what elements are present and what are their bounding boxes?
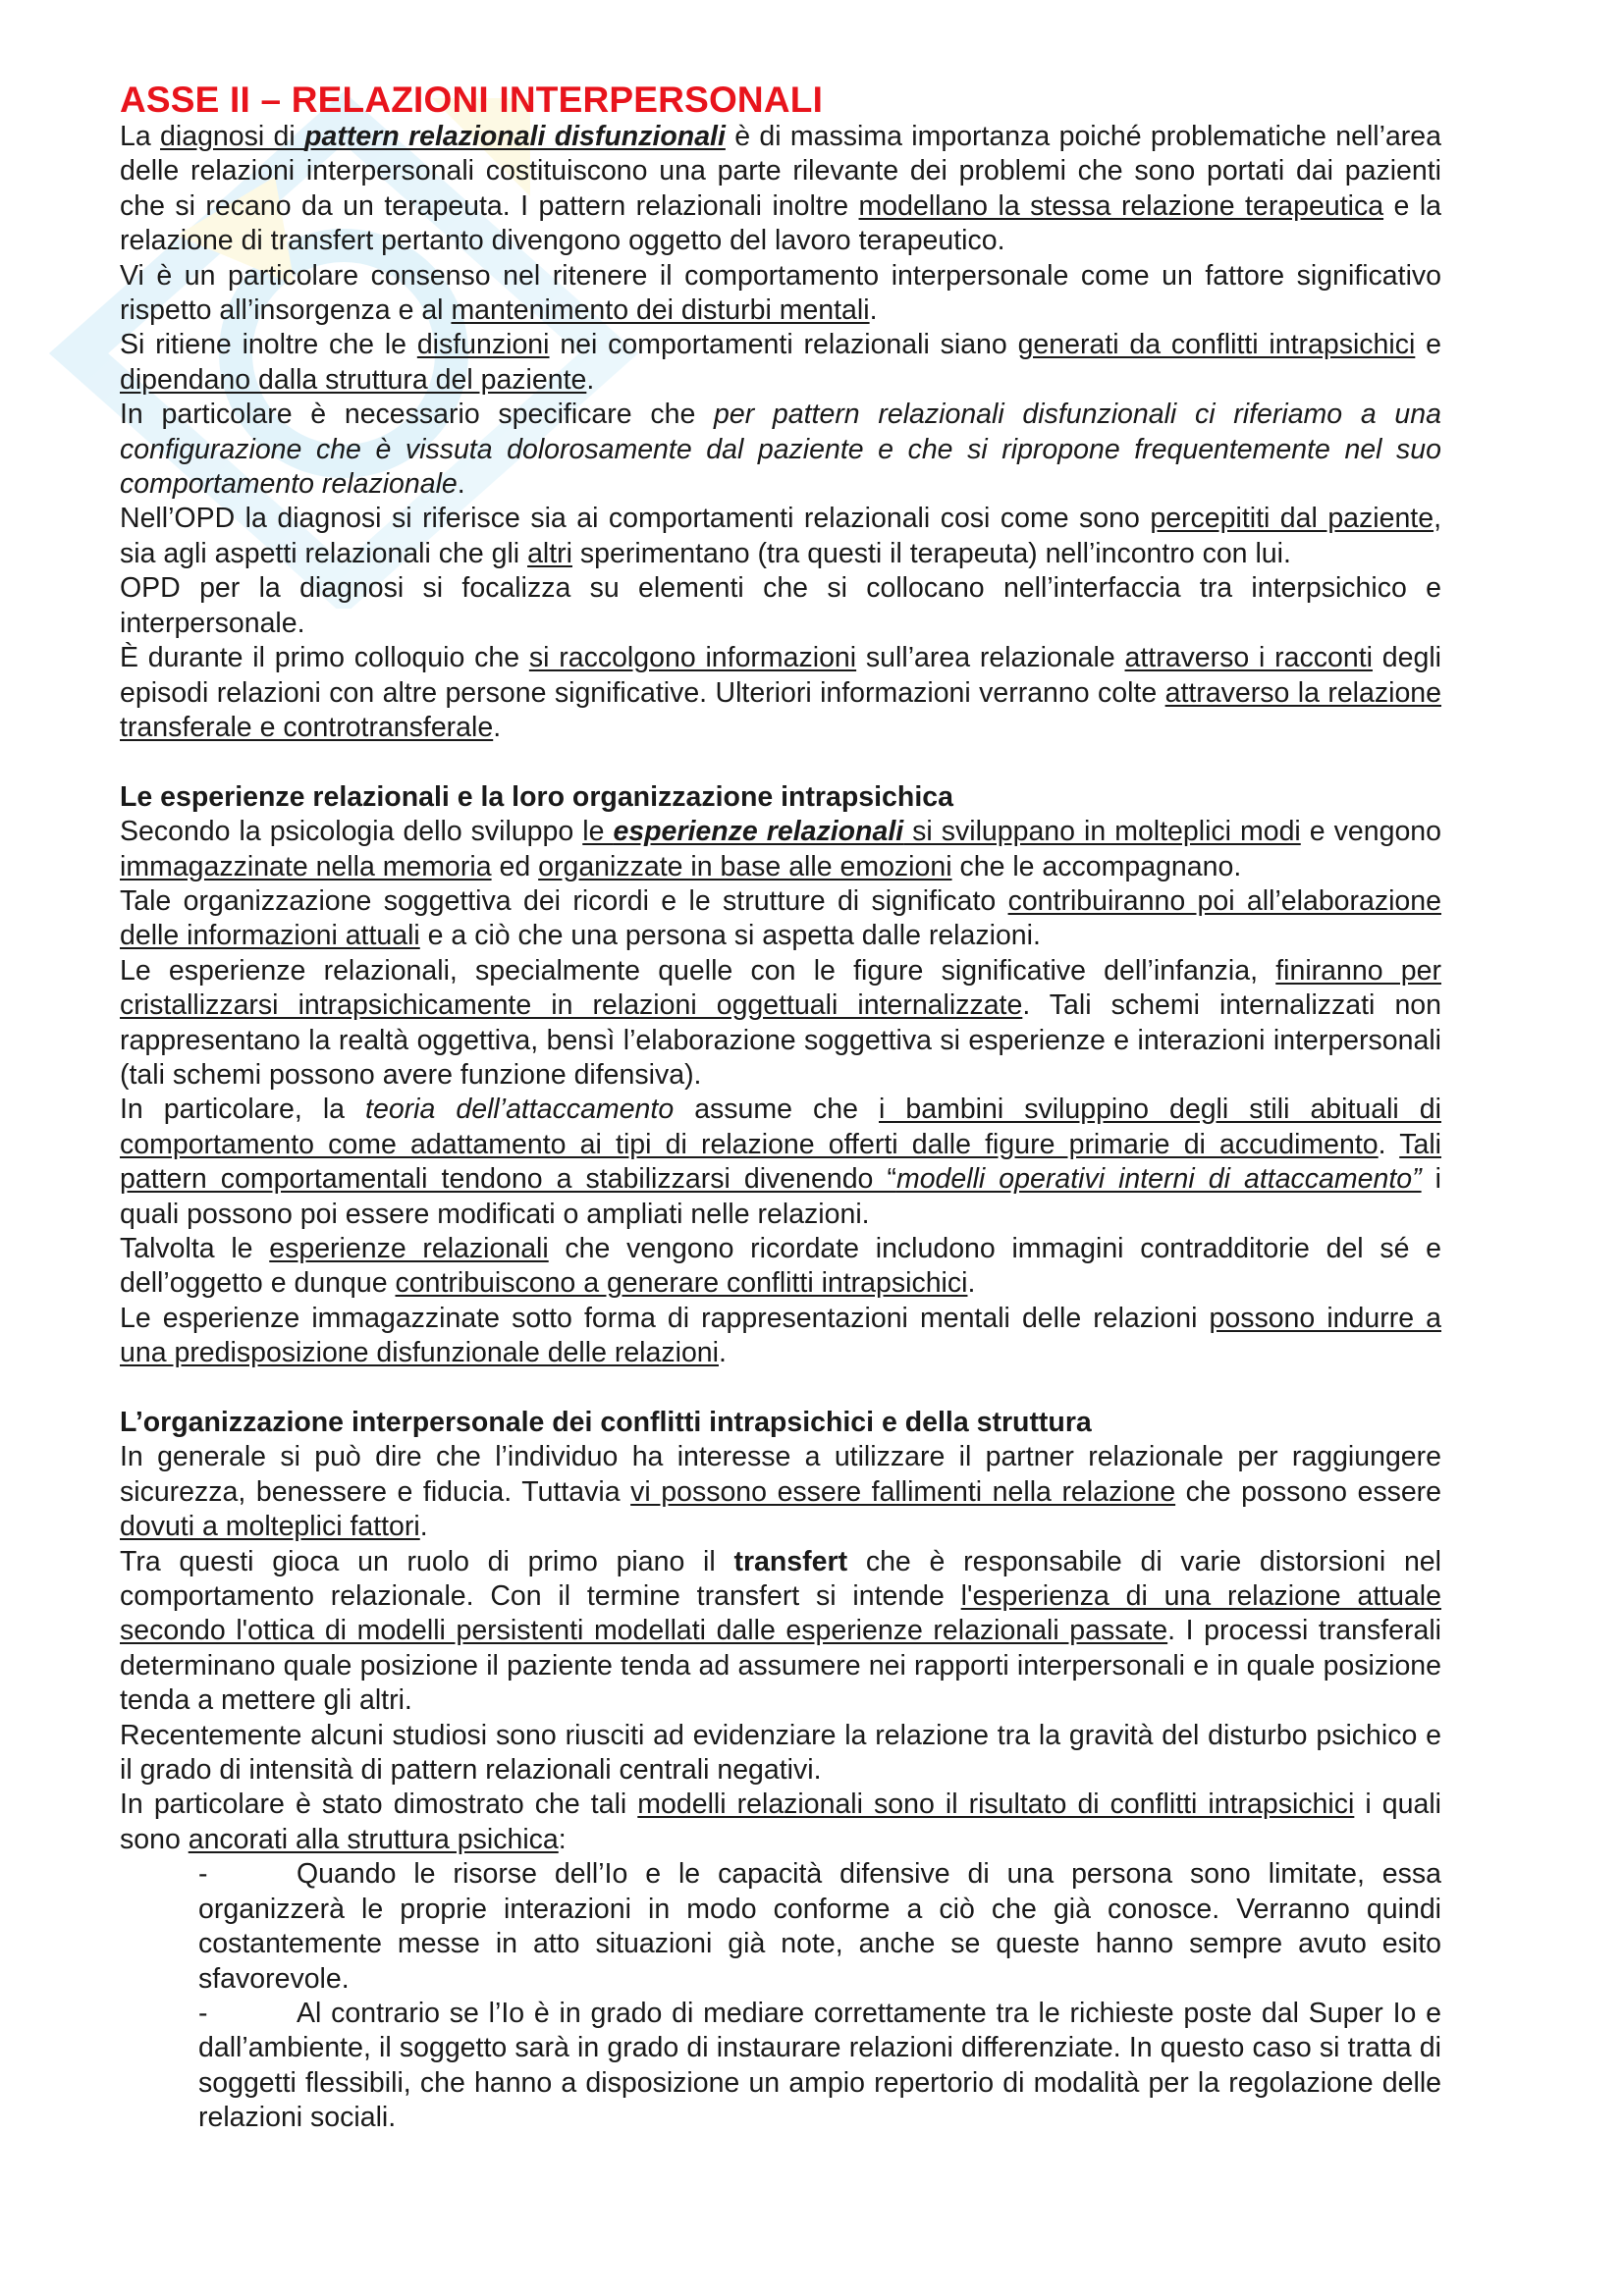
paragraph <box>120 1232 1441 1302</box>
text-run: Tra questi gioca un ruolo di primo piano il <box>120 1545 734 1577</box>
text-run: che vengono ricordate includono immagini contradditorie del sé e dell’oggetto e dunque <box>120 1232 1442 1300</box>
paragraph <box>120 954 1441 1094</box>
text-run: Al contrario se l’Io è in grado di mediare correttamente tra le richieste poste dal Super Io e dall’ambiente, il soggetto sarà in grado di instaurare relazioni differenziate. In questo caso si tratta di soggetti flessibili, che hanno a disposizione un ampio repertorio di modalità per la regolazione delle relazioni sociali. <box>198 1997 1441 2134</box>
paragraph <box>120 1302 1441 1371</box>
text-run: e a ciò che una persona si aspetta dalle relazioni. <box>419 920 1041 952</box>
text-run: pattern relazionali disfunzionali <box>304 121 726 152</box>
text-run: ancorati alla struttura psichica <box>188 1823 559 1855</box>
text-run: Nell’OPD la diagnosi si riferisce sia ai comportamenti relazionali cosi come sono <box>120 503 1151 535</box>
section-esperienze-relazionali <box>120 815 1441 1371</box>
paragraph <box>120 571 1441 641</box>
text-run: In particolare è stato dimostrato che tali <box>120 1789 638 1821</box>
intro-section <box>120 120 1441 745</box>
text-run: generati da conflitti intrapsichici <box>1017 329 1416 361</box>
text-run: esperienze relazionali <box>613 816 904 848</box>
text-run: Quando le risorse dell’Io e le capacità difensive di una persona sono limitate, essa organizzerà le proprie interazioni in modo conforme a ciò che già conosce. Verranno quindi costantemente messe in atto situazioni già note, anche se queste hanno sempre avuto esito sfavorevole. <box>198 1858 1441 1995</box>
text-run: i quali possono poi essere modificati o ampliati nelle relazioni. <box>120 1163 1442 1230</box>
text-run: : <box>558 1823 567 1855</box>
text-run: che è responsabile di varie distorsioni nel comportamento relazionale. Con il termine transfert si intende <box>120 1545 1441 1613</box>
text-run: Secondo la psicologia dello sviluppo <box>120 816 583 848</box>
text-run: nei comportamenti relazionali siano <box>549 329 1018 361</box>
text-run: In particolare è necessario specificare che <box>120 399 715 431</box>
text-run: contribuiranno poi all’elaborazione delle informazioni attuali <box>120 884 1441 952</box>
text-run: transfert <box>733 1545 848 1577</box>
section-heading-organizzazione: L’organizzazione interpersonale dei conflitti intrapsichici e della struttura <box>120 1407 1092 1438</box>
text-run: . Tali schemi internalizzati non rappresentano la realtà oggettiva, bensì l’elaborazione soggettiva si esperienze e interazioni interpersonali (tali schemi possono avere funzione difensiva). <box>120 989 1442 1091</box>
text-run: Recentemente alcuni studiosi sono riusciti ad evidenziare la relazione tra la gravità del disturbo psichico e il grado di intensità di pattern relazionali centrali negativi. <box>120 1719 1441 1787</box>
text-run: diagnosi di <box>160 121 305 152</box>
text-run: disfunzioni <box>416 329 550 361</box>
text-run: sperimentano (tra questi il terapeuta) nell’incontro con lui. <box>572 537 1291 569</box>
text-run: , sia agli aspetti relazionali che gli <box>120 503 1441 569</box>
text-run: Tali pattern comportamentali tendono a stabilizzarsi divenendo “ <box>120 1128 1441 1196</box>
text-run: . <box>1378 1128 1400 1160</box>
text-run: altri <box>527 537 572 569</box>
text-run: . <box>493 711 502 743</box>
text-run: ed <box>491 850 539 882</box>
text-run: i bambini sviluppino degli stili abituali di comportamento come adattamento ai tipi di relazione offerti dalle figure primarie di accudimento <box>120 1094 1441 1160</box>
text-run: l'esperienza di una relazione attuale secondo l'ottica di modelli persistenti modellati dalle esperienze relazionali passate <box>120 1580 1441 1647</box>
text-run: . <box>718 1337 727 1369</box>
paragraph <box>120 502 1441 571</box>
section-heading-esperienze: Le esperienze relazionali e la loro organizzazione intrapsichica <box>120 780 953 813</box>
list-item <box>198 1857 1441 1997</box>
paragraph <box>120 1719 1441 1789</box>
text-run: e vengono <box>1300 816 1441 848</box>
text-run: Le esperienze immagazzinate sotto forma di rappresentazioni mentali delle relazioni <box>120 1302 1210 1334</box>
text-run: In generale si può dire che l’individuo ha interesse a utilizzare il partner relazionale per raggiungere sicurezza, benessere e fiducia. Tuttavia <box>120 1441 1441 1508</box>
text-run: . <box>419 1511 428 1543</box>
text-run: . <box>967 1267 976 1300</box>
document-title: ASSE II – RELAZIONI INTERPERSONALI <box>120 80 824 120</box>
paragraph <box>120 884 1441 954</box>
text-run: Si ritiene inoltre che le <box>120 329 417 361</box>
text-run: . <box>869 294 878 327</box>
paragraph <box>120 1093 1441 1232</box>
document-page <box>120 80 1441 2136</box>
text-run: Le esperienze relazionali, specialmente quelle con le figure significative dell’infanzia, <box>120 954 1276 987</box>
text-run: . I processi transferali determinano quale posizione il paziente tenda ad assumere nei rapporti interpersonali e in quale posizione tenda a mettere gli altri. <box>120 1615 1441 1717</box>
text-run: modelli relazionali sono il risultato di conflitti intrapsichici <box>637 1789 1355 1821</box>
text-run: assume che <box>674 1094 880 1126</box>
text-run: teoria dell’attaccamento <box>365 1094 675 1126</box>
text-run: attraverso i racconti <box>1124 642 1373 674</box>
paragraph <box>120 398 1441 502</box>
text-run: si sviluppano in molteplici modi <box>903 816 1301 848</box>
text-run: attraverso la relazione transferale e controtransferale <box>120 676 1441 743</box>
text-run: i quali sono <box>120 1789 1441 1855</box>
text-run: È durante il primo colloquio che <box>120 642 529 674</box>
text-run: esperienze relazionali <box>269 1232 549 1264</box>
text-run: organizzate in base alle emozioni <box>538 850 952 882</box>
text-run: degli episodi relazioni con altre persone significative. Ulteriori informazioni verranno colte <box>120 642 1441 709</box>
text-run: per pattern relazionali disfunzionali ci riferiamo a una configurazione che è vissuta dolorosamente dal paziente e che si ripropone frequentemente nel suo comportamento relazionale <box>120 399 1441 501</box>
paragraph <box>120 259 1441 329</box>
text-run: dovuti a molteplici fattori <box>120 1511 420 1543</box>
text-run: e <box>1415 329 1441 361</box>
text-run: si raccolgono informazioni <box>528 642 857 674</box>
text-run: In particolare, la <box>120 1094 366 1126</box>
text-run: modelli operativi interni di attaccamento” <box>895 1163 1422 1196</box>
text-run: Talvolta le <box>120 1232 270 1264</box>
text-run: è di massima importanza poiché problematiche nell’area delle relazioni interpersonali costituiscono una parte rilevante dei problemi che sono portati dai pazienti che si recano da un terapeuta. I pattern relazionali inoltre <box>120 121 1442 222</box>
text-run: . <box>586 363 595 396</box>
text-run: OPD per la diagnosi si focalizza su elementi che si collocano nell’interfaccia tra interpsichico e interpersonale. <box>120 572 1441 639</box>
text-run: che le accompagnano. <box>951 850 1242 882</box>
text-run: sull’area relazionale <box>856 642 1125 674</box>
text-run: e la relazione di transfert pertanto divengono oggetto del lavoro terapeutico. <box>120 189 1441 257</box>
section-organizzazione-interpersonale <box>120 1440 1441 1857</box>
text-run: modellano la stessa relazione terapeutica <box>858 189 1384 222</box>
text-run: possono indurre a una predisposizione disfunzionale delle relazioni <box>120 1302 1442 1369</box>
paragraph <box>120 1440 1441 1544</box>
list-item <box>198 1997 1441 2136</box>
bullet-list <box>120 1857 1441 2135</box>
text-run: dipendano dalla struttura del paziente <box>120 363 587 396</box>
text-run: immagazzinate nella memoria <box>120 850 492 882</box>
text-run: mantenimento dei disturbi mentali <box>451 294 870 327</box>
text-run: . <box>457 468 465 501</box>
text-run: finiranno per cristallizzarsi intrapsichicamente in relazioni oggettuali internalizzate <box>120 954 1441 1022</box>
text-run: che possono essere <box>1175 1475 1442 1508</box>
text-run: La <box>120 121 161 152</box>
paragraph <box>120 1545 1441 1719</box>
paragraph <box>120 1788 1441 1857</box>
text-run: contribuiscono a generare conflitti intrapsichici <box>395 1267 968 1300</box>
text-run: percepititi dal paziente <box>1150 503 1434 535</box>
paragraph <box>120 328 1441 398</box>
paragraph <box>120 120 1441 259</box>
text-run: Tale organizzazione soggettiva dei ricordi e le strutture di significato <box>120 884 1008 917</box>
paragraph <box>120 815 1441 884</box>
text-run: Vi è un particolare consenso nel ritenere il comportamento interpersonale come un fattore significativo rispetto all’insorgenza e al <box>120 259 1441 327</box>
paragraph <box>120 641 1441 745</box>
dash-bullet: - <box>198 1858 208 1891</box>
text-run: le <box>582 816 614 848</box>
dash-bullet: - <box>198 1997 208 2029</box>
text-run: vi possono essere fallimenti nella relazione <box>630 1475 1176 1508</box>
